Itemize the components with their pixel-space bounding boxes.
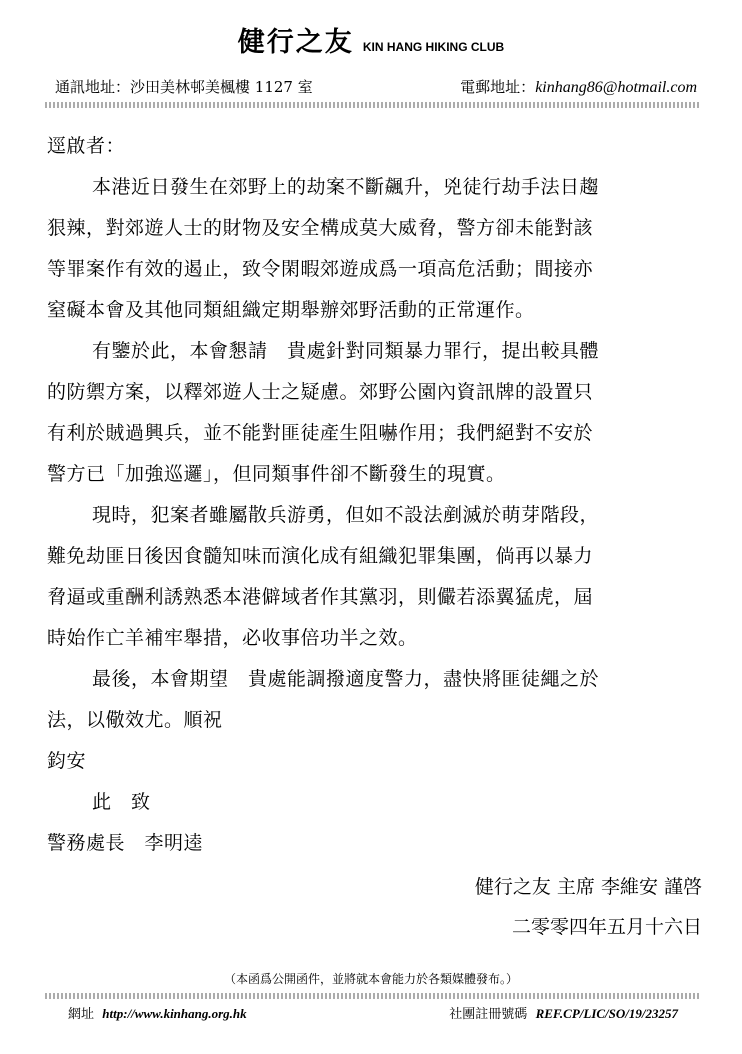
letter-date: 二零零四年五月十六日 (511, 916, 702, 938)
paragraph-3-line: 難免劫匪日後因食髓知味而演化成有組織犯罪集團，倘再以暴力 (47, 545, 594, 567)
website-label: 網址 (68, 1007, 95, 1022)
website-link[interactable]: http://www.kinhang.org.hk (102, 1006, 247, 1021)
letterhead-title (0, 20, 742, 59)
footer-divider (45, 993, 701, 999)
paragraph-4-line: 法，以儆效尤。順祝 (47, 709, 223, 731)
letter-body (47, 126, 707, 864)
postal-address: 通訊地址：沙田美林邨美楓樓 1127 室 (55, 78, 313, 96)
club-name-chinese: 健行之友 (237, 27, 354, 58)
email-label: 電郵地址： (460, 78, 536, 96)
paragraph-1-line: 窒礙本會及其他同類組織定期舉辦郊野活動的正常運作。 (47, 299, 535, 321)
header-divider (45, 102, 701, 108)
registration-label: 社團註冊號碼 (449, 1007, 528, 1022)
contact-row (55, 76, 697, 98)
greeting: 鈞安 (47, 750, 87, 772)
recipient: 警務處長 李明逵 (47, 832, 204, 854)
signature: 健行之友 主席 李維安 謹啓 (474, 876, 702, 898)
paragraph-4-line: 最後，本會期望 貴處能調撥適度警力，盡快將匪徒繩之於 (92, 668, 600, 690)
registration-block (449, 1003, 678, 1022)
paragraph-1-line: 狠辣，對郊遊人士的財物及安全構成莫大威脅，警方卻未能對該 (47, 217, 594, 239)
website-block (68, 1003, 247, 1022)
email-block (460, 76, 697, 97)
registration-number: REF.CP/LIC/SO/19/23257 (535, 1006, 678, 1021)
paragraph-3-line: 現時，犯案者雖屬散兵游勇，但如不設法剷滅於萌芽階段， (92, 504, 600, 526)
paragraph-1-line: 本港近日發生在郊野上的劫案不斷飆升，兇徒行劫手法日趨 (92, 176, 600, 198)
salutation: 逕啟者： (47, 135, 126, 157)
club-name-english: KIN HANG HIKING CLUB (362, 40, 505, 54)
paragraph-2-line: 警方已「加強巡邏」，但同類事件卻不斷發生的現實。 (47, 463, 506, 485)
open-letter-note: （本函爲公開函件，並將就本會能力於各類媒體發布。） (223, 972, 518, 986)
paragraph-1-line: 等罪案作有效的遏止，致令閑暇郊遊成爲一項高危活動；間接亦 (47, 258, 594, 280)
paragraph-3-line: 脅逼或重酬利誘熟悉本港僻域者作其黨羽，則儼若添翼猛虎，屆 (47, 586, 594, 608)
paragraph-3-line: 時始作亡羊補牢舉措，必收事倍功半之效。 (47, 627, 418, 649)
paragraph-2-line: 的防禦方案，以釋郊遊人士之疑慮。郊野公園內資訊牌的設置只 (47, 381, 594, 403)
email-link[interactable]: kinhang86@hotmail.com (535, 79, 697, 96)
paragraph-2-line: 有鑒於此，本會懇請 貴處針對同類暴力罪行，提出較具體 (92, 340, 600, 362)
paragraph-2-line: 有利於賊過興兵，並不能對匪徒產生阻嚇作用；我們絕對不安於 (47, 422, 594, 444)
closing-phrase: 此 致 (92, 791, 151, 813)
